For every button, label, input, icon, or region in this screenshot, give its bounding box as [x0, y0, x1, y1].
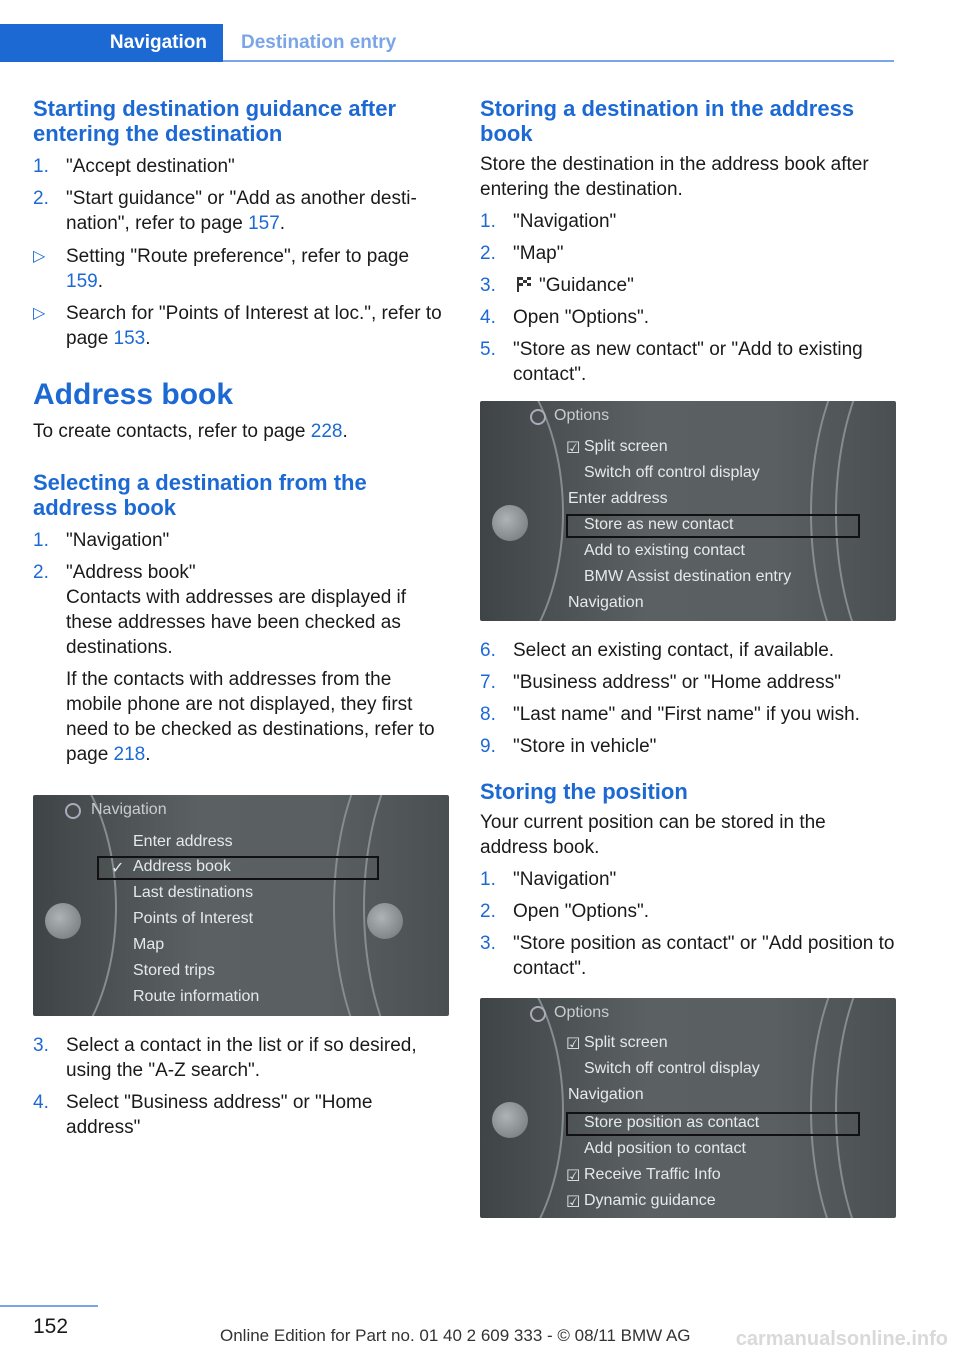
menu-item[interactable]: Switch off control display: [584, 1060, 760, 1077]
triangle-bullet-icon: ▷: [33, 305, 46, 322]
menu-item[interactable]: Stored trips: [133, 962, 215, 979]
menu-item[interactable]: Add to existing contact: [584, 542, 745, 559]
options-icon: [530, 1006, 546, 1022]
page-ref-link[interactable]: 157: [248, 213, 280, 234]
bullet-text: Setting "Route preference", refer to page 159.: [66, 246, 410, 292]
step-number: 4.: [33, 1092, 49, 1113]
menu-item-selected[interactable]: Store position as contact: [584, 1114, 760, 1131]
controller-knob-icon: [367, 903, 403, 939]
controller-knob-icon: [492, 505, 528, 541]
step-text: "Navigation": [513, 869, 617, 890]
menu-item[interactable]: Map: [133, 936, 165, 953]
step-number: 1.: [33, 530, 49, 551]
step-number: 1.: [480, 211, 496, 232]
list-item: [480, 241, 896, 266]
idrive-navigation-screenshot: [33, 795, 449, 1016]
step-number: 3.: [480, 275, 496, 296]
page-ref-link[interactable]: 159: [66, 271, 98, 292]
options-icon: [530, 409, 546, 425]
page-number: 152: [33, 1315, 69, 1338]
step-text: "Business address" or "Home address": [513, 672, 841, 693]
screen-title: Options: [554, 407, 610, 424]
page-ref-link[interactable]: 218: [113, 744, 146, 765]
menu-item[interactable]: Switch off control display: [584, 464, 760, 481]
bullet-list: [33, 244, 449, 351]
step-number: 4.: [480, 307, 496, 328]
step-text: "Store position as contact" or "Add position to contact".: [513, 933, 895, 979]
navigation-icon: [65, 803, 81, 819]
screen-title: Navigation: [91, 801, 167, 818]
step-number: 8.: [480, 704, 496, 725]
step-text: "Address book" Contacts with addresses are displayed if these addresses have been checked as destinations.: [66, 562, 407, 658]
step-number: 9.: [480, 736, 496, 757]
step-number: 3.: [33, 1035, 49, 1056]
list-item: [480, 734, 896, 759]
checkbox-icon[interactable]: ☑: [566, 1168, 581, 1185]
controller-knob-icon: [492, 1102, 528, 1138]
menu-item[interactable]: BMW Assist destination entry: [584, 568, 792, 585]
step-text: Open "Options".: [513, 901, 650, 922]
list-item: [33, 1090, 449, 1140]
screen-arc: [835, 401, 896, 621]
checkbox-icon[interactable]: ☑: [566, 1194, 581, 1211]
page-ref-link[interactable]: 228: [310, 421, 343, 442]
menu-item[interactable]: Navigation: [568, 1086, 644, 1103]
list-item: [480, 899, 896, 924]
step-text: Open "Options".: [513, 307, 650, 328]
guidance-flag-icon: [513, 275, 535, 293]
edition-note: Online Edition for Part no. 01 40 2 609 333 - © 08/11 BMW AG: [220, 1326, 691, 1345]
idrive-options-screenshot: [480, 401, 896, 621]
menu-item[interactable]: Enter address: [568, 490, 668, 507]
select-steps-list: [33, 528, 449, 660]
menu-item[interactable]: Last destinations: [133, 884, 254, 901]
step-text: "Start guidance" or "Add as another desti- nation", refer to page 157.: [66, 188, 417, 234]
step-number: 6.: [480, 640, 496, 661]
bullet-text: Search for "Points of Interest at loc.", refer to page 153.: [66, 303, 442, 349]
screen-arc: [33, 795, 117, 1016]
list-item: [480, 867, 896, 892]
list-item: [480, 638, 896, 663]
store-steps-after-list: [480, 638, 896, 759]
list-item: [480, 209, 896, 234]
checkbox-icon[interactable]: ☑: [566, 1036, 581, 1053]
check-icon: ✓: [111, 860, 125, 877]
header-rule: [223, 60, 894, 62]
menu-item[interactable]: Enter address: [133, 833, 233, 850]
step-number: 2.: [33, 188, 49, 209]
step-number: 1.: [33, 156, 49, 177]
step-extra-text: Contacts with addresses are displayed if these addresses have been checked as destinations.: [66, 587, 407, 658]
step-text: "Last name" and "First name" if you wish.: [513, 704, 860, 725]
step-number: 2.: [480, 901, 496, 922]
page-ref-link[interactable]: 153: [113, 328, 146, 349]
list-item: [33, 154, 449, 179]
list-item: [480, 931, 896, 981]
triangle-bullet-icon: ▷: [33, 248, 46, 265]
menu-item[interactable]: Receive Traffic Info: [584, 1166, 721, 1183]
select-steps-after-list: [33, 1033, 449, 1140]
step-text: "Accept destination": [66, 156, 235, 177]
step-text: Select "Business address" or "Home address": [66, 1092, 373, 1138]
step-number: 7.: [480, 672, 496, 693]
menu-item[interactable]: Split screen: [584, 438, 668, 455]
section-tab-destination-entry[interactable]: Destination entry: [241, 32, 397, 53]
step-number: 5.: [480, 339, 496, 360]
heading-store-position: Storing the position: [480, 779, 688, 804]
menu-item[interactable]: Dynamic guidance: [584, 1192, 716, 1209]
step-text: Select an existing contact, if available.: [513, 640, 835, 661]
contacts-paragraph: To create contacts, refer to page 228.: [33, 421, 348, 442]
watermark: carmanualsonline.info: [735, 1328, 948, 1350]
screen-arc: [835, 998, 896, 1218]
idrive-position-options-screenshot: [480, 998, 896, 1218]
step-text: "Map": [513, 243, 564, 264]
step-number: 1.: [480, 869, 496, 890]
position-intro: Your current position can be stored in the address book.: [480, 812, 826, 858]
list-item: [33, 244, 449, 294]
screen-title: Options: [554, 1004, 610, 1021]
step-number: 2.: [480, 243, 496, 264]
position-steps-list: [480, 867, 896, 981]
controller-knob-icon: [45, 903, 81, 939]
list-item: [33, 560, 449, 660]
list-item: [33, 528, 449, 553]
list-item: [33, 186, 449, 236]
step-text: "Store as new contact" or "Add to existing contact".: [513, 339, 863, 385]
heading-select-destination: Selecting a destination from the address book: [33, 470, 367, 520]
list-item: [480, 670, 896, 695]
store-intro: Store the destination in the address book after entering the destination.: [480, 154, 869, 200]
list-item: [480, 337, 896, 387]
step-text: "Guidance": [513, 273, 896, 298]
list-item: [33, 1033, 449, 1083]
heading-store-destination: Storing a destination in the address book: [480, 96, 855, 146]
step-text: "Navigation": [513, 211, 617, 232]
heading-address-book: Address book: [33, 378, 234, 411]
step-text: "Store in vehicle": [513, 736, 657, 757]
list-item: [480, 702, 896, 727]
right-column: [480, 96, 896, 1218]
menu-item-selected[interactable]: Address book: [133, 858, 231, 875]
menu-item[interactable]: Points of Interest: [133, 910, 254, 927]
list-item: [480, 305, 896, 330]
menu-item[interactable]: Navigation: [568, 594, 644, 611]
step-text: "Navigation": [66, 530, 170, 551]
start-steps-list: [33, 154, 449, 236]
list-item: [33, 301, 449, 351]
step-number: 3.: [480, 933, 496, 954]
checkbox-icon[interactable]: ☑: [566, 440, 581, 457]
menu-item[interactable]: Split screen: [584, 1034, 668, 1051]
store-steps-list: [480, 209, 896, 387]
menu-item-selected[interactable]: Store as new contact: [584, 516, 734, 533]
section-tab-navigation[interactable]: Navigation: [0, 24, 223, 62]
left-column: [33, 96, 449, 1147]
footer-rule: [0, 1305, 98, 1307]
menu-item[interactable]: Add position to contact: [584, 1140, 746, 1157]
step-number: 2.: [33, 562, 49, 583]
step-text: Select a contact in the list or if so desired, using the "A-Z search".: [66, 1035, 417, 1081]
select-note: If the contacts with addresses from the mobile phone are not displayed, they first need to be checked as destinations, refer to page 218.: [66, 669, 435, 765]
menu-item[interactable]: Route information: [133, 988, 260, 1005]
heading-starting-guidance: Starting destination guidance after entering the destination: [33, 96, 397, 146]
list-item: [480, 273, 896, 298]
